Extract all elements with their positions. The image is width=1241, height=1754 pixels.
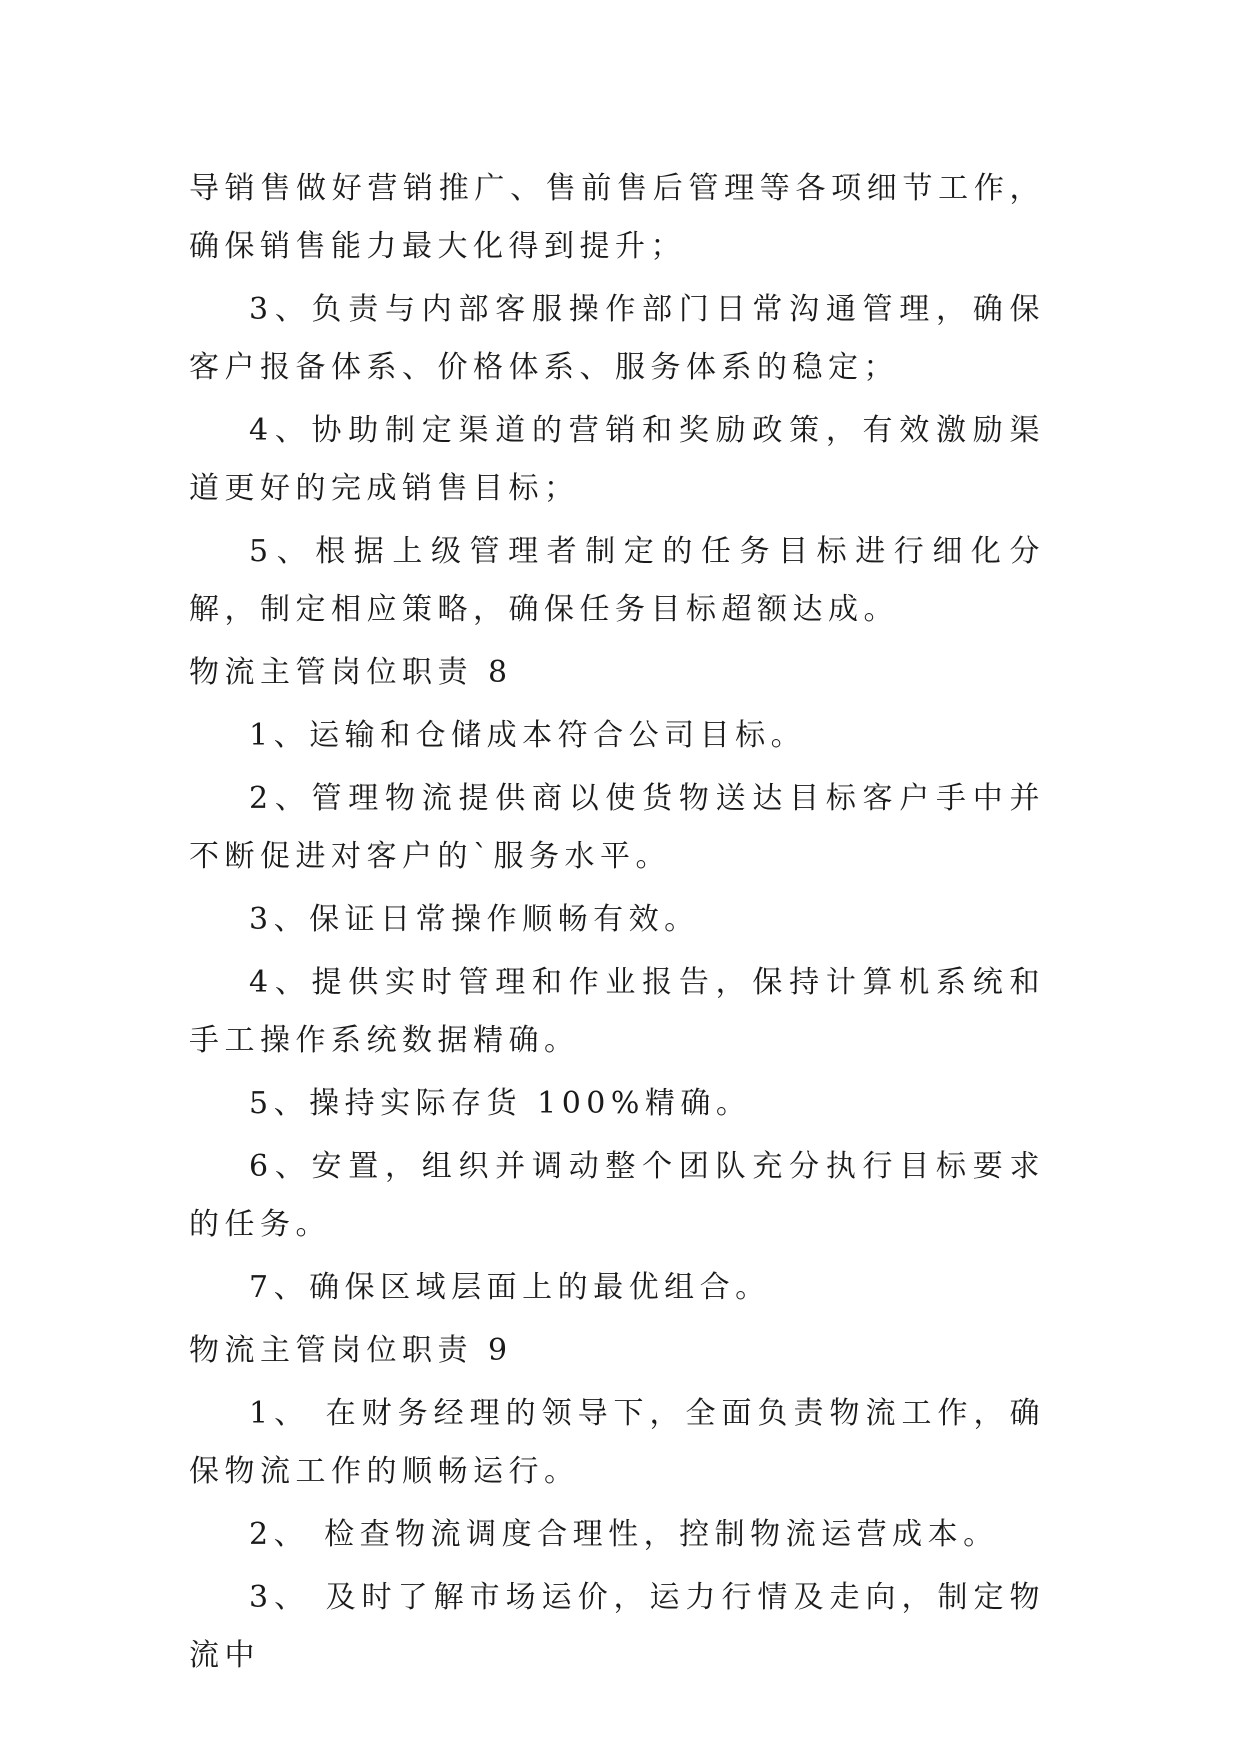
- paragraph: 4、提供实时管理和作业报告，保持计算机系统和手工操作系统数据精确。: [189, 965, 1045, 1058]
- paragraph: 3、 及时了解市场运价，运力行情及走向，制定物流中: [189, 1580, 1045, 1673]
- paragraph: 7、确保区域层面上的最优组合。: [249, 1270, 771, 1305]
- document-body: [189, 160, 1045, 1690]
- section-heading: 物流主管岗位职责 9: [189, 1333, 513, 1368]
- paragraph: 6、安置，组织并调动整个团队充分执行目标要求的任务。: [189, 1149, 1045, 1242]
- section-heading: 物流主管岗位职责 8: [189, 655, 513, 690]
- paragraph: 1、 在财务经理的领导下，全面负责物流工作，确保物流工作的顺畅运行。: [189, 1396, 1045, 1489]
- paragraph: 2、 检查物流调度合理性，控制物流运营成本。: [249, 1517, 999, 1552]
- paragraph: 3、保证日常操作顺畅有效。: [249, 902, 700, 937]
- paragraph: 4、协助制定渠道的营销和奖励政策，有效激励渠道更好的完成销售目标；: [189, 413, 1045, 506]
- paragraph: 导销售做好营销推广、售前售后管理等各项细节工作，确保销售能力最大化得到提升；: [189, 171, 1045, 264]
- paragraph: 5、根据上级管理者制定的任务目标进行细化分解，制定相应策略，确保任务目标超额达成。: [189, 534, 1045, 627]
- paragraph: 2、管理物流提供商以使货物送达目标客户手中并不断促进对客户的`服务水平。: [189, 781, 1045, 874]
- paragraph: 5、操持实际存货 100%精确。: [249, 1086, 752, 1121]
- paragraph: 1、运输和仓储成本符合公司目标。: [249, 718, 807, 753]
- paragraph: 3、负责与内部客服操作部门日常沟通管理，确保客户报备体系、价格体系、服务体系的稳定；: [189, 292, 1045, 385]
